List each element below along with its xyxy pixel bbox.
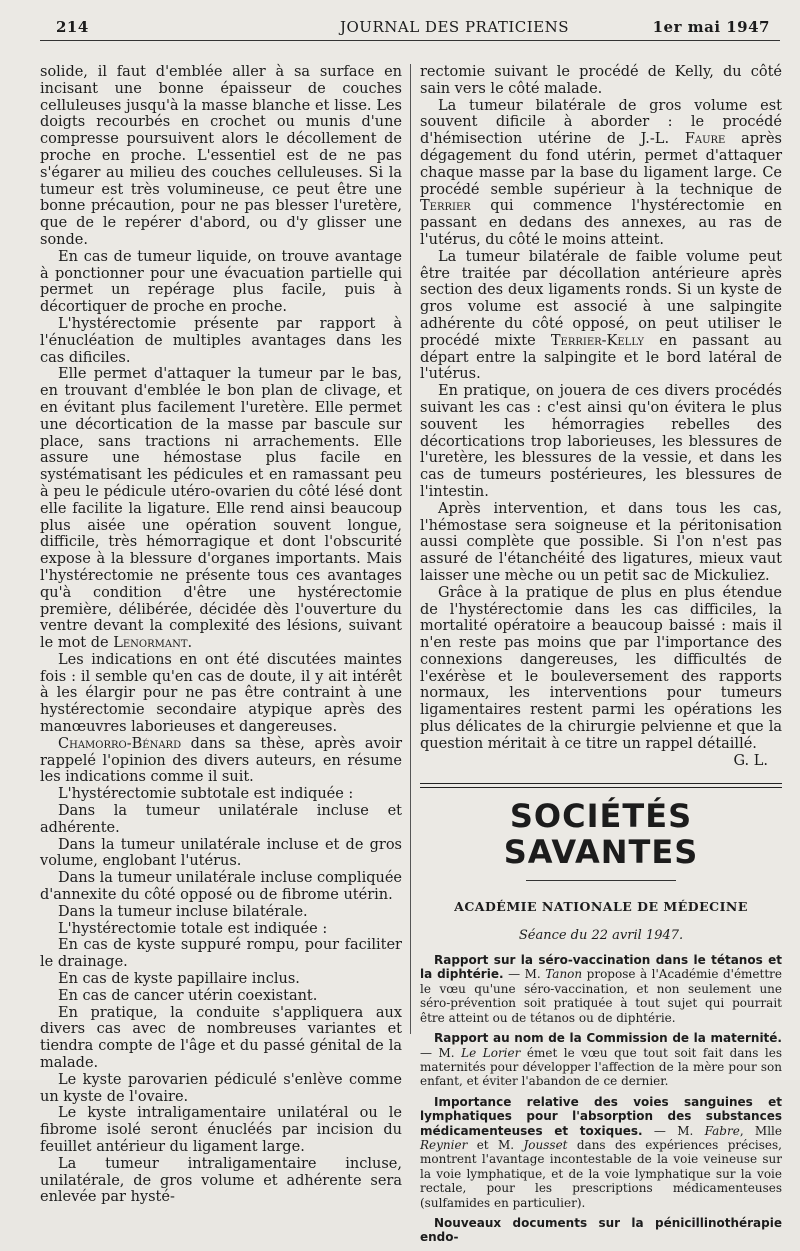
report-title: Rapport sur la séro-vaccination dans le tétanos et la diphtérie. (420, 953, 782, 982)
report-author: Reynier (420, 1137, 468, 1152)
report-item (420, 1216, 782, 1245)
session-reports (420, 953, 782, 1245)
report-item: Rapport sur la séro-vaccination dans le tétanos et la diphtérie. — M. Tanon propose à l'Académie d'émettre le vœu qu'une séro-vaccination, et non seulement une séro-prévention soit pratiquée à tout sujet qui pourrait être atteint ou de tétanos ou de diphtérie. (420, 953, 783, 1025)
paragraph: La tumeur intraligamentaire incluse, unilatérale, de gros volume et adhérente sera enlevée par hysté- (40, 1155, 402, 1206)
paragraph: L'hystérectomie subtotale est indiquée : (58, 786, 354, 803)
session-date: Séance du 22 avril 1947. (518, 928, 684, 944)
report-title: Importance relative des voies sanguines et lymphatiques pour l'absorption des substances médicamenteuses et toxiques. (420, 1094, 782, 1138)
left-column (40, 64, 402, 1206)
author-name: Terrier-Kelly (550, 332, 644, 349)
paragraph: rectomie suivant le procédé de Kelly, du côté sain vers le côté malade. (420, 64, 782, 97)
report-author: Tanon (545, 967, 583, 982)
paragraph: Chamorro-Bénard dans sa thèse, après avoir rappelé l'opinion des divers auteurs, en résume les indications comme il suit. (40, 735, 402, 786)
issue-date: 1er mai 1947 (652, 18, 770, 36)
paragraph: Le kyste intraligamentaire unilatéral ou le fibrome isolé seront énucléés par incision du feuillet antérieur du ligament large. (40, 1105, 402, 1155)
section-rule-bottom (420, 787, 782, 788)
paragraph: Elle permet d'attaquer la tumeur par le bas, en trouvant d'emblée le bon plan de clivage, et en évitant plus facilement l'uretère. Elle permet une décortication de la masse par bascule sur place, sans tractions ni arrachements. Elle assure une hémostase plus facile en systématisant les pédicules et en ramassant peu à peu le pédicule utéro-ovarien du côté lésé dont elle facilite la ligature. Elle rend ainsi beaucoup plus aisée une opération souvent longue, difficile, très hémorragique et dont l'obscurité expose à la blessure d'organes importants. Mais l'hystérectomie ne présente tous ces avantages qu'à condition d'être une hystérectomie première, délibérée, décidée dès l'ouverture du ventre devant la complexité des lésions, suivant le mot de Lenormant. (40, 366, 402, 652)
report-item: Importance relative des voies sanguines et lymphatiques pour l'absorption des substances médicamenteuses et toxiques. — M. Fabre, Mlle Reynier et M. Jousset dans des expériences précises, montrent l'avantage incontestable de la voie veineuse sur la voie lymphatique, et de la voie lymphatique sur la voie rectale, pour les prescriptions médicamenteuses (sulfamides en particulier). (420, 1094, 783, 1210)
section-rule-top (420, 783, 782, 784)
right-column (420, 64, 782, 1251)
paragraph: Dans la tumeur unilatérale incluse et adhérente. (40, 803, 402, 836)
short-rule (526, 880, 676, 881)
paragraph: L'hystérectomie totale est indiquée : (58, 920, 328, 937)
paragraph: solide, il faut d'emblée aller à sa surface en incisant une bonne épaisseur de couches celluleuses jusqu'à la masse blanche et lisse. Les doigts recourbés en crochet ou munis d'une compresse poursuivent alors le décollement de proche en proche. L'essentiel est de ne pas s'égarer au milieu des couches celluleuses. Si la tumeur est très volumineuse, ce peut être une bonne précaution, pour ne pas blesser l'uretère, que de le repérer d'abord, ou d'y glisser une sonde. (40, 64, 402, 248)
paragraph: En cas de cancer utérin coexistant. (58, 987, 318, 1004)
paragraph: En cas de kyste suppuré rompu, pour faciliter le drainage. (40, 937, 402, 971)
report-title: Nouveaux documents sur la pénicillinothérapie endo- (420, 1215, 782, 1245)
paragraph: En cas de tumeur liquide, on trouve avantage à ponctionner pour une évacuation partielle qui permet un repérage plus facile, puis à décortiquer de proche en proche. (40, 248, 402, 316)
paragraph: Le kyste parovarien pédiculé s'enlève comme un kyste de l'ovaire. (40, 1071, 402, 1105)
paragraph: L'hystérectomie présente par rapport à l'énucléation de multiples avantages dans les cas dificiles. (40, 315, 402, 366)
author-name: Faure (684, 131, 726, 148)
paragraph: En pratique, la conduite s'appliquera aux divers cas avec de nombreuses variantes et tiendra compte de l'âge et du passé génital de la malade. (40, 1004, 402, 1072)
journal-title: JOURNAL DES PRATICIENS (340, 18, 570, 36)
paragraph: Après intervention, et dans tous les cas, l'hémostase sera soigneuse et la péritonisation aussi complète que possible. Si l'on n'est pas assuré de l'étanchéité des ligatures, mieux vaut laisser une mèche ou un petit sac de Mickuliez. (420, 500, 782, 584)
report-author: Le Lorier (461, 1045, 521, 1060)
report-item: Rapport au nom de la Commission de la maternité. — M. Le Lorier émet le vœu que tout soit fait dans les maternités pour développer l'affection de la mère pour son enfant, et éviter l'abandon de ce dernier. (420, 1031, 782, 1089)
paragraph: La tumeur bilatérale de faible volume peut être traitée par décollation antérieure après section des deux ligaments ronds. Si un kyste de gros volume est associé à une salpingite adhérente du côté opposé, on peut utiliser le procédé mixte Terrier-Kelly en passant au départ entre la salpingite et le bord latéral de l'utérus. (420, 248, 782, 383)
paragraph: La tumeur bilatérale de gros volume est souvent dificile à aborder : le procédé d'hémisection utérine de J.-L. Faure après dégagement du fond utérin, permet d'attaquer chaque masse par la base du ligament large. Ce procédé semble supérieur à la technique de Terrier qui commence l'hystérectomie en passant en dedans des annexes, au ras de l'utérus, du côté le moins atteint. (420, 97, 782, 248)
author-name: Chamorro-Bénard (58, 735, 182, 752)
author-name: Lenormant (113, 635, 188, 652)
academy-heading: ACADÉMIE NATIONALE DE MÉDECINE (454, 899, 748, 915)
paragraph: Dans la tumeur unilatérale incluse compliquée d'annexite du côté opposé ou de fibrome utérin. (40, 870, 402, 904)
signature: G. L. (733, 752, 768, 769)
paragraph: Grâce à la pratique de plus en plus étendue de l'hystérectomie dans les cas difficiles, la mortalité opératoire a beaucoup baissé : mais il n'en reste pas moins que par l'importance des connexions dangereuses, les difficultés de l'exérèse et le bouleversement des rapports normaux, les interventions pour tumeurs ligamentaires restent parmi les opérations les plus délicates de la chirurgie pelvienne et que la question méritait à ce titre un rappel détaillé. (420, 584, 782, 752)
running-header (40, 18, 780, 44)
paragraph: En pratique, on jouera de ces divers procédés suivant les cas : c'est ainsi qu'on évitera le plus souvent les hémorragies rebelles des décortications trop laborieuses, les blessures de l'uretère, les blessures de la vessie, et dans les cas de tumeurs postérieures, les blessures de l'intestin. (420, 383, 782, 500)
paragraph: En cas de kyste papillaire inclus. (58, 971, 300, 988)
header-rule (40, 40, 780, 41)
page-number: 214 (56, 18, 89, 36)
author-name: Terrier (420, 198, 471, 215)
report-title: Rapport au nom de la Commission de la maternité. (434, 1031, 782, 1046)
column-divider (410, 64, 411, 1034)
paragraph: Les indications en ont été discutées maintes fois : il semble qu'en cas de doute, il y ait intérêt à les élargir pour ne pas être contraint à une hystérectomie secondaire atypique après des manœuvres laborieuses et dangereuses. (40, 651, 402, 736)
paragraph: Dans la tumeur unilatérale incluse et de gros volume, englobant l'utérus. (40, 836, 402, 870)
paragraph: Dans la tumeur incluse bilatérale. (58, 903, 308, 920)
report-author: Jousset (523, 1137, 568, 1152)
section-banner: SOCIÉTÉS SAVANTES (503, 797, 699, 872)
report-author: Fabre (704, 1123, 740, 1138)
